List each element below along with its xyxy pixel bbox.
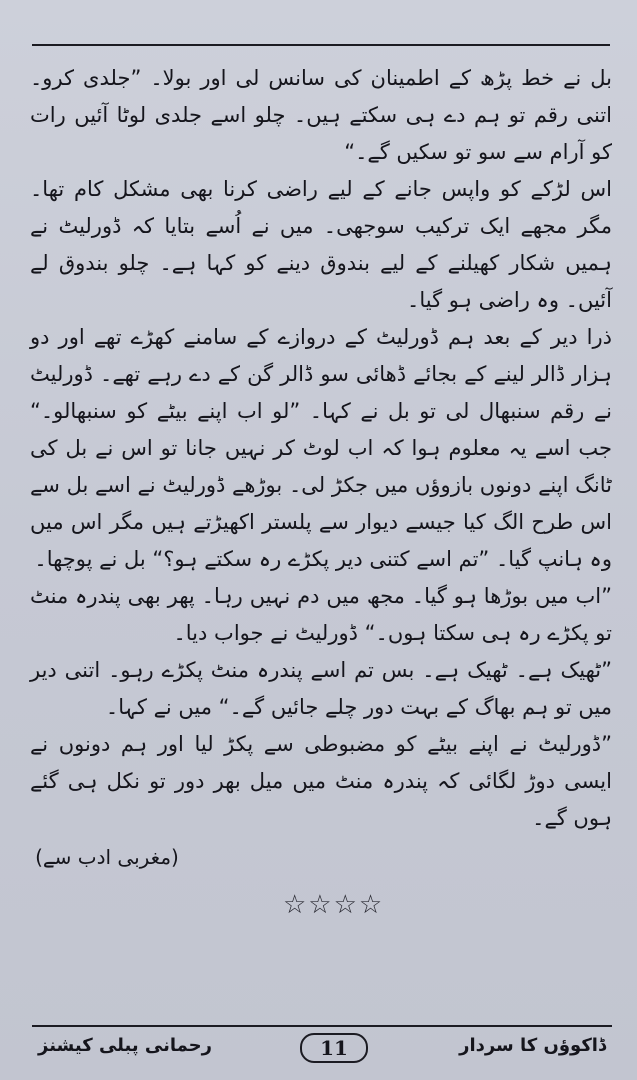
bottom-rule <box>32 1025 612 1027</box>
paragraph-1: بل نے خط پڑھ کے اطمینان کی سانس لی اور بولا۔ ”جلدی کرو۔ اتنی رقم تو ہم دے ہی سکتے ہیں۔ چلو اسے جلدی لوٹا آئیں رات کو آرام سے سو تو سکیں گے۔“ <box>30 66 612 164</box>
paragraph-6: ”ڈورلیٹ نے اپنے بیٹے کو مضبوطی سے پکڑ لیا اور ہم دونوں نے ایسی دوڑ لگائی کہ پندرہ منٹ میں میل بھر دور تو نکل ہی گئے ہوں گے۔ <box>30 732 612 830</box>
story-text <box>30 60 612 837</box>
paragraph-2: اس لڑکے کو واپس جانے کے لیے راضی کرنا بھی مشکل کام تھا۔ مگر مجھے ایک ترکیب سوجھی۔ میں نے اُسے بتایا کہ ڈورلیٹ نے ہمیں شکار کھیلنے کے لیے بندوق دینے کو کہا ہے۔ چلو بندوق لے آئیں۔ وہ راضی ہو گیا۔ <box>30 177 612 312</box>
top-rule <box>32 44 610 46</box>
paragraph-4: ”اب میں بوڑھا ہو گیا۔ مجھ میں دم نہیں رہا۔ پھر بھی پندرہ منٹ تو پکڑے رہ ہی سکتا ہوں۔“ ڈورلیٹ نے جواب دیا۔ <box>30 584 612 645</box>
publisher-name: رحمانی پبلی کیشنز <box>38 1035 213 1056</box>
page-number: 11 <box>300 1033 368 1063</box>
source-attribution: (مغربی ادب سے) <box>35 845 179 869</box>
section-break-stars: ☆☆☆☆ <box>283 890 385 920</box>
paragraph-3: ذرا دیر کے بعد ہم ڈورلیٹ کے دروازے کے سامنے کھڑے تھے اور دو ہزار ڈالر لینے کے بجائے ڈھائی سو ڈالر گن کے دے رہے تھے۔ ڈورلیٹ نے رقم سنبھال لی تو بل نے کہا۔ ”لو اب اپنے بیٹے کو سنبھالو۔“ جب اسے یہ معلوم ہوا کہ اب لوٹ کر نہیں جانا تو اس نے بل کی ٹانگ اپنے دونوں بازوؤں میں جکڑ لی۔ بوڑھے ڈورلیٹ نے اسے بل سے اس طرح الگ کیا جیسے دیوار سے پلستر اکھیڑتے ہیں مگر اس میں وہ ہانپ گیا۔ ”تم اسے کتنی دیر پکڑے رہ سکتے ہو؟“ بل نے پوچھا۔ <box>30 325 612 571</box>
book-title: ڈاکوؤں کا سردار <box>459 1035 606 1056</box>
page-footer <box>32 1033 612 1069</box>
paragraph-5: ”ٹھیک ہے۔ ٹھیک ہے۔ بس تم اسے پندرہ منٹ پکڑے رہو۔ اتنی دیر میں تو ہم بھاگ کے بہت دور چلے جائیں گے۔“ میں نے کہا۔ <box>30 658 612 719</box>
